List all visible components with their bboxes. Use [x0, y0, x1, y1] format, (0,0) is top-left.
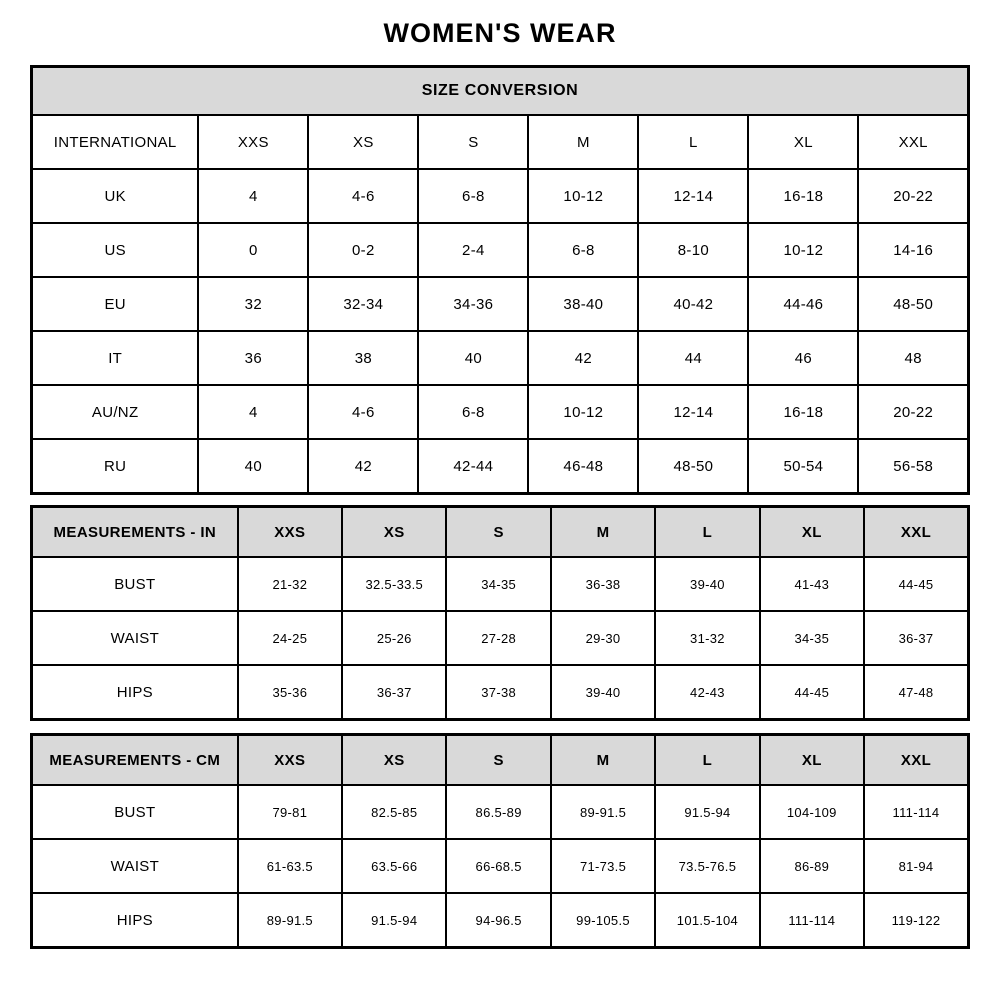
table-cell: 94-96.5 — [446, 893, 550, 948]
size-conversion-banner-row — [32, 67, 969, 116]
column-header: L — [638, 115, 748, 169]
table-cell: 56-58 — [858, 439, 968, 494]
table-cell: 44-46 — [748, 277, 858, 331]
row-label: WAIST — [32, 611, 238, 665]
column-header: XXS — [238, 507, 342, 558]
table-cell: 34-36 — [418, 277, 528, 331]
column-header: S — [418, 115, 528, 169]
measurements-cm-table — [30, 733, 970, 949]
size-conversion-header: SIZE CONVERSION — [32, 67, 969, 116]
table-cell: 8-10 — [638, 223, 748, 277]
table-cell: 48 — [858, 331, 968, 385]
column-header: XL — [760, 735, 864, 786]
table-cell: 16-18 — [748, 169, 858, 223]
table-cell: 81-94 — [864, 839, 968, 893]
table-cell: 82.5-85 — [342, 785, 446, 839]
column-header: XXL — [858, 115, 968, 169]
table-cell: 40 — [418, 331, 528, 385]
measurements-in-table — [30, 505, 970, 721]
table-cell: 37-38 — [446, 665, 550, 720]
table-cell: 73.5-76.5 — [655, 839, 759, 893]
table-cell: 14-16 — [858, 223, 968, 277]
table-row — [32, 169, 969, 223]
table-row — [32, 385, 969, 439]
table-cell: 29-30 — [551, 611, 655, 665]
table-cell: 4-6 — [308, 169, 418, 223]
table-cell: 44-45 — [760, 665, 864, 720]
table-cell: 71-73.5 — [551, 839, 655, 893]
size-conversion-body — [32, 169, 969, 494]
table-cell: 79-81 — [238, 785, 342, 839]
table-cell: 32-34 — [308, 277, 418, 331]
table-cell: 48-50 — [858, 277, 968, 331]
table-row — [32, 665, 969, 720]
column-header: INTERNATIONAL — [32, 115, 199, 169]
table-cell: 44 — [638, 331, 748, 385]
measurements-in-header: MEASUREMENTS - IN — [32, 507, 238, 558]
column-header: XL — [760, 507, 864, 558]
table-row — [32, 223, 969, 277]
table-cell: 4-6 — [308, 385, 418, 439]
table-cell: 25-26 — [342, 611, 446, 665]
table-cell: 12-14 — [638, 169, 748, 223]
table-cell: 31-32 — [655, 611, 759, 665]
row-label: HIPS — [32, 893, 238, 948]
size-conversion-column-row — [32, 115, 969, 169]
table-cell: 48-50 — [638, 439, 748, 494]
column-header: XS — [342, 507, 446, 558]
table-cell: 16-18 — [748, 385, 858, 439]
table-cell: 36-37 — [342, 665, 446, 720]
table-cell: 91.5-94 — [342, 893, 446, 948]
column-header: L — [655, 507, 759, 558]
column-header: L — [655, 735, 759, 786]
column-header: M — [551, 735, 655, 786]
row-label: BUST — [32, 557, 238, 611]
row-label: BUST — [32, 785, 238, 839]
table-cell: 104-109 — [760, 785, 864, 839]
row-label: AU/NZ — [32, 385, 199, 439]
table-cell: 6-8 — [528, 223, 638, 277]
table-row — [32, 557, 969, 611]
table-cell: 40-42 — [638, 277, 748, 331]
table-cell: 61-63.5 — [238, 839, 342, 893]
table-cell: 101.5-104 — [655, 893, 759, 948]
table-cell: 50-54 — [748, 439, 858, 494]
table-cell: 39-40 — [655, 557, 759, 611]
row-label: RU — [32, 439, 199, 494]
table-cell: 41-43 — [760, 557, 864, 611]
table-row — [32, 893, 969, 948]
table-cell: 20-22 — [858, 385, 968, 439]
table-cell: 86.5-89 — [446, 785, 550, 839]
column-header: S — [446, 735, 550, 786]
column-header: M — [551, 507, 655, 558]
measurements-cm-header: MEASUREMENTS - CM — [32, 735, 238, 786]
table-cell: 32 — [198, 277, 308, 331]
table-cell: 89-91.5 — [551, 785, 655, 839]
table-cell: 34-35 — [760, 611, 864, 665]
row-label: IT — [32, 331, 199, 385]
table-row — [32, 439, 969, 494]
measurements-cm-column-row — [32, 735, 969, 786]
table-cell: 86-89 — [760, 839, 864, 893]
page-title: WOMEN'S WEAR — [383, 18, 617, 48]
table-cell: 111-114 — [760, 893, 864, 948]
table-cell: 38-40 — [528, 277, 638, 331]
table-row — [32, 277, 969, 331]
column-header: M — [528, 115, 638, 169]
table-cell: 36-38 — [551, 557, 655, 611]
table-cell: 32.5-33.5 — [342, 557, 446, 611]
measurements-in-column-row — [32, 507, 969, 558]
table-cell: 42-44 — [418, 439, 528, 494]
table-cell: 4 — [198, 385, 308, 439]
table-cell: 42-43 — [655, 665, 759, 720]
row-label: UK — [32, 169, 199, 223]
table-cell: 10-12 — [528, 385, 638, 439]
table-cell: 89-91.5 — [238, 893, 342, 948]
table-cell: 39-40 — [551, 665, 655, 720]
table-cell: 20-22 — [858, 169, 968, 223]
column-header: XXL — [864, 735, 968, 786]
table-cell: 111-114 — [864, 785, 968, 839]
table-cell: 66-68.5 — [446, 839, 550, 893]
row-label: EU — [32, 277, 199, 331]
measurements-in-body — [32, 557, 969, 720]
table-cell: 91.5-94 — [655, 785, 759, 839]
table-cell: 0-2 — [308, 223, 418, 277]
size-conversion-table — [30, 65, 970, 495]
table-cell: 0 — [198, 223, 308, 277]
table-cell: 36 — [198, 331, 308, 385]
table-cell: 35-36 — [238, 665, 342, 720]
table-cell: 10-12 — [748, 223, 858, 277]
row-label: HIPS — [32, 665, 238, 720]
table-cell: 42 — [528, 331, 638, 385]
table-row — [32, 331, 969, 385]
column-header: XS — [342, 735, 446, 786]
table-cell: 119-122 — [864, 893, 968, 948]
table-cell: 6-8 — [418, 385, 528, 439]
column-header: XL — [748, 115, 858, 169]
table-cell: 38 — [308, 331, 418, 385]
table-cell: 2-4 — [418, 223, 528, 277]
table-cell: 99-105.5 — [551, 893, 655, 948]
table-cell: 12-14 — [638, 385, 748, 439]
table-cell: 36-37 — [864, 611, 968, 665]
table-cell: 24-25 — [238, 611, 342, 665]
measurements-cm-body — [32, 785, 969, 948]
table-cell: 42 — [308, 439, 418, 494]
table-row — [32, 611, 969, 665]
table-cell: 46 — [748, 331, 858, 385]
table-cell: 34-35 — [446, 557, 550, 611]
table-row — [32, 785, 969, 839]
table-cell: 10-12 — [528, 169, 638, 223]
table-cell: 40 — [198, 439, 308, 494]
table-cell: 27-28 — [446, 611, 550, 665]
column-header: XXS — [238, 735, 342, 786]
table-row — [32, 839, 969, 893]
table-cell: 46-48 — [528, 439, 638, 494]
row-label: US — [32, 223, 199, 277]
column-header: XS — [308, 115, 418, 169]
column-header: XXS — [198, 115, 308, 169]
table-cell: 21-32 — [238, 557, 342, 611]
column-header: XXL — [864, 507, 968, 558]
table-cell: 63.5-66 — [342, 839, 446, 893]
row-label: WAIST — [32, 839, 238, 893]
table-cell: 47-48 — [864, 665, 968, 720]
table-cell: 44-45 — [864, 557, 968, 611]
column-header: S — [446, 507, 550, 558]
table-cell: 4 — [198, 169, 308, 223]
table-cell: 6-8 — [418, 169, 528, 223]
